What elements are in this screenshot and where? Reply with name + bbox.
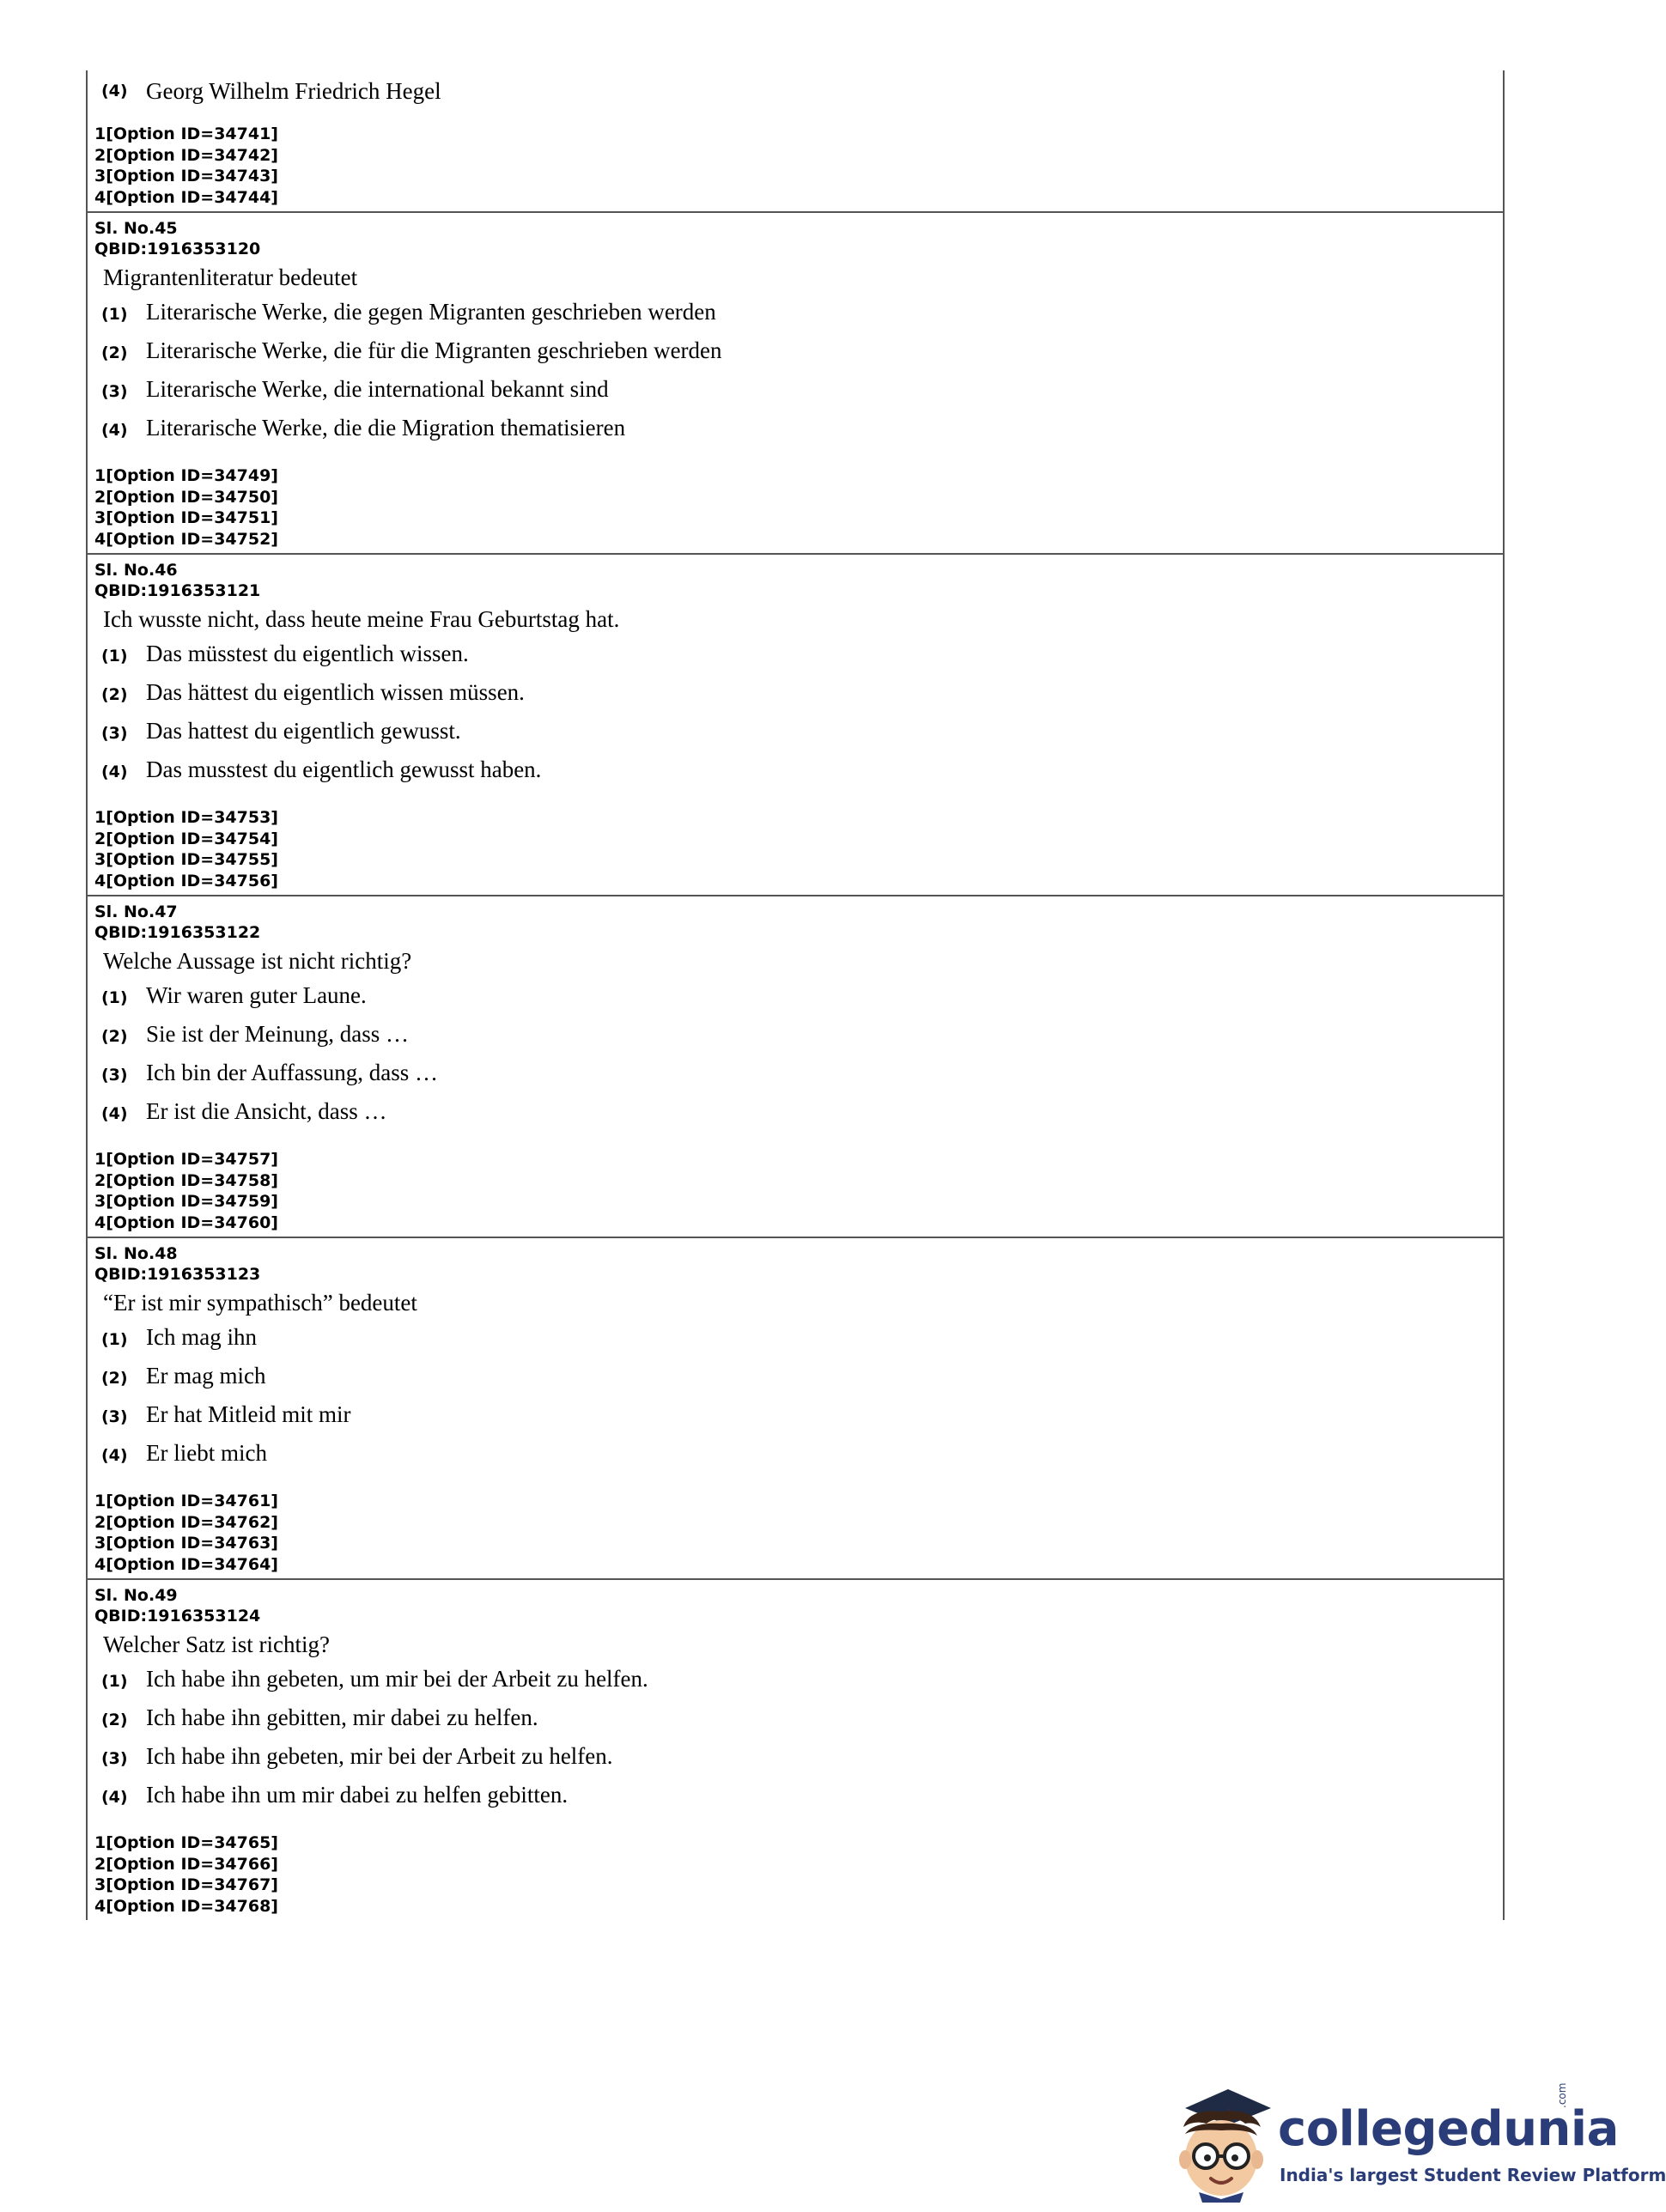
option-text: Georg Wilhelm Friedrich Hegel: [146, 77, 441, 104]
option-id-line: 4[Option ID=34756]: [94, 871, 278, 890]
brand-name: collegedunia: [1278, 2101, 1619, 2157]
qbid: QBID:1916353124: [94, 1607, 261, 1626]
option-row: [101, 1324, 1496, 1363]
option-text: Ich habe ihn gebeten, um mir bei der Arbeit zu helfen.: [146, 1666, 648, 1692]
option-number: (1): [101, 647, 128, 665]
question-block-49: [88, 1580, 1503, 1920]
question-block-46: [88, 555, 1503, 896]
question-block-48: [88, 1238, 1503, 1580]
option-number: (4): [101, 1788, 128, 1807]
option-text: Literarische Werke, die international bekannt sind: [146, 376, 609, 402]
option-text: Er mag mich: [146, 1363, 266, 1389]
option-row: [101, 70, 1496, 112]
option-ids: [94, 124, 1496, 208]
option-ids: [94, 807, 1496, 891]
option-text: Ich habe ihn um mir dabei zu helfen gebitten.: [146, 1782, 569, 1808]
option-row: [101, 1363, 1496, 1401]
qbid: QBID:1916353121: [94, 581, 261, 600]
option-number: (3): [101, 1066, 128, 1085]
option-number: (4): [101, 1104, 128, 1123]
option-row: [101, 1705, 1496, 1743]
option-text: Literarische Werke, die die Migration thematisieren: [146, 415, 626, 441]
option-ids: [94, 1149, 1496, 1233]
serial-number: Sl. No.49: [94, 1586, 178, 1605]
option-number: (2): [101, 343, 128, 362]
option-row: [101, 415, 1496, 453]
collegedunia-logo: [1168, 2082, 1666, 2203]
option-text: Ich bin der Auffassung, dass …: [146, 1060, 438, 1085]
option-id-line: 2[Option ID=34758]: [94, 1170, 278, 1190]
option-id-line: 2[Option ID=34766]: [94, 1854, 278, 1874]
option-text: Er ist die Ansicht, dass …: [146, 1098, 387, 1124]
option-number: (4): [101, 1446, 128, 1465]
qbid: QBID:1916353122: [94, 923, 261, 942]
option-number: (1): [101, 1330, 128, 1349]
option-row: [101, 757, 1496, 795]
option-row: [101, 376, 1496, 415]
option-id-line: 3[Option ID=34767]: [94, 1875, 278, 1894]
question-text: Migrantenliteratur bedeutet: [103, 264, 358, 290]
option-text: Das hattest du eigentlich gewusst.: [146, 718, 461, 744]
option-id-line: 2[Option ID=34742]: [94, 145, 278, 165]
option-text: Literarische Werke, die gegen Migranten geschrieben werden: [146, 299, 716, 325]
option-text: Literarische Werke, die für die Migranten geschrieben werden: [146, 337, 722, 363]
serial-number: Sl. No.48: [94, 1244, 178, 1263]
option-number: (4): [101, 82, 128, 100]
qbid: QBID:1916353120: [94, 240, 261, 258]
option-row: [101, 1021, 1496, 1060]
option-number: (1): [101, 988, 128, 1007]
option-id-line: 3[Option ID=34763]: [94, 1534, 278, 1553]
option-row: [101, 679, 1496, 718]
option-id-line: 4[Option ID=34768]: [94, 1896, 278, 1916]
option-row: [101, 299, 1496, 337]
option-id-line: 3[Option ID=34759]: [94, 1192, 278, 1211]
option-text: Ich mag ihn: [146, 1324, 257, 1350]
option-number: (4): [101, 421, 128, 440]
option-id-line: 1[Option ID=34741]: [94, 125, 278, 143]
option-number: (3): [101, 382, 128, 401]
option-id-line: 4[Option ID=34760]: [94, 1212, 278, 1232]
option-text: Wir waren guter Laune.: [146, 982, 367, 1008]
option-row: [101, 982, 1496, 1021]
question-block-45: [88, 213, 1503, 555]
question-block-47: [88, 896, 1503, 1238]
option-number: (2): [101, 1027, 128, 1046]
option-text: Er hat Mitleid mit mir: [146, 1401, 351, 1427]
option-id-line: 4[Option ID=34744]: [94, 187, 278, 207]
option-id-line: 1[Option ID=34749]: [94, 466, 278, 485]
option-text: Das hättest du eigentlich wissen müssen.: [146, 679, 525, 705]
option-number: (2): [101, 685, 128, 704]
option-id-line: 3[Option ID=34751]: [94, 508, 278, 527]
option-id-line: 4[Option ID=34752]: [94, 529, 278, 549]
question-sheet: [86, 70, 1505, 1920]
option-id-line: 3[Option ID=34755]: [94, 850, 278, 869]
option-ids: [94, 465, 1496, 550]
option-number: (1): [101, 305, 128, 324]
question-text: “Er ist mir sympathisch” bedeutet: [103, 1290, 417, 1316]
question-text: Welche Aussage ist nicht richtig?: [103, 948, 412, 974]
option-number: (3): [101, 1407, 128, 1426]
option-row: [101, 1782, 1496, 1820]
option-row: [101, 1666, 1496, 1705]
option-id-line: 1[Option ID=34753]: [94, 808, 278, 827]
option-row: [101, 718, 1496, 757]
qbid: QBID:1916353123: [94, 1265, 261, 1284]
serial-number: Sl. No.46: [94, 561, 178, 580]
question-block-fragment: [88, 70, 1503, 213]
question-text: Ich wusste nicht, dass heute meine Frau Geburtstag hat.: [103, 606, 620, 632]
option-row: [101, 641, 1496, 679]
serial-number: Sl. No.45: [94, 219, 178, 238]
serial-number: Sl. No.47: [94, 902, 178, 921]
option-row: [101, 1401, 1496, 1440]
option-id-line: 2[Option ID=34762]: [94, 1512, 278, 1532]
option-text: Er liebt mich: [146, 1440, 267, 1466]
option-id-line: 2[Option ID=34754]: [94, 829, 278, 848]
option-row: [101, 1098, 1496, 1137]
option-number: (3): [101, 724, 128, 743]
option-row: [101, 337, 1496, 376]
option-row: [101, 1440, 1496, 1479]
option-id-line: 2[Option ID=34750]: [94, 487, 278, 507]
option-text: Das musstest du eigentlich gewusst haben.: [146, 757, 542, 782]
option-ids: [94, 1491, 1496, 1575]
option-number: (2): [101, 1369, 128, 1388]
option-text: Ich habe ihn gebitten, mir dabei zu helfen.: [146, 1705, 538, 1730]
mascot-icon: [1168, 2082, 1275, 2203]
option-row: [101, 1743, 1496, 1782]
option-text: Ich habe ihn gebeten, mir bei der Arbeit zu helfen.: [146, 1743, 613, 1769]
option-row: [101, 1060, 1496, 1098]
option-number: (4): [101, 763, 128, 781]
question-text: Welcher Satz ist richtig?: [103, 1632, 330, 1657]
option-id-line: 1[Option ID=34765]: [94, 1833, 278, 1852]
option-id-line: 4[Option ID=34764]: [94, 1554, 278, 1574]
option-number: (3): [101, 1749, 128, 1768]
option-id-line: 3[Option ID=34743]: [94, 167, 278, 185]
brand-domain: .com: [1556, 2082, 1568, 2108]
option-ids: [94, 1832, 1496, 1917]
option-text: Sie ist der Meinung, dass …: [146, 1021, 409, 1047]
option-id-line: 1[Option ID=34757]: [94, 1150, 278, 1169]
option-number: (1): [101, 1672, 128, 1691]
option-id-line: 1[Option ID=34761]: [94, 1492, 278, 1510]
option-number: (2): [101, 1711, 128, 1729]
brand-tagline: India's largest Student Review Platform: [1280, 2165, 1666, 2185]
option-text: Das müsstest du eigentlich wissen.: [146, 641, 469, 666]
